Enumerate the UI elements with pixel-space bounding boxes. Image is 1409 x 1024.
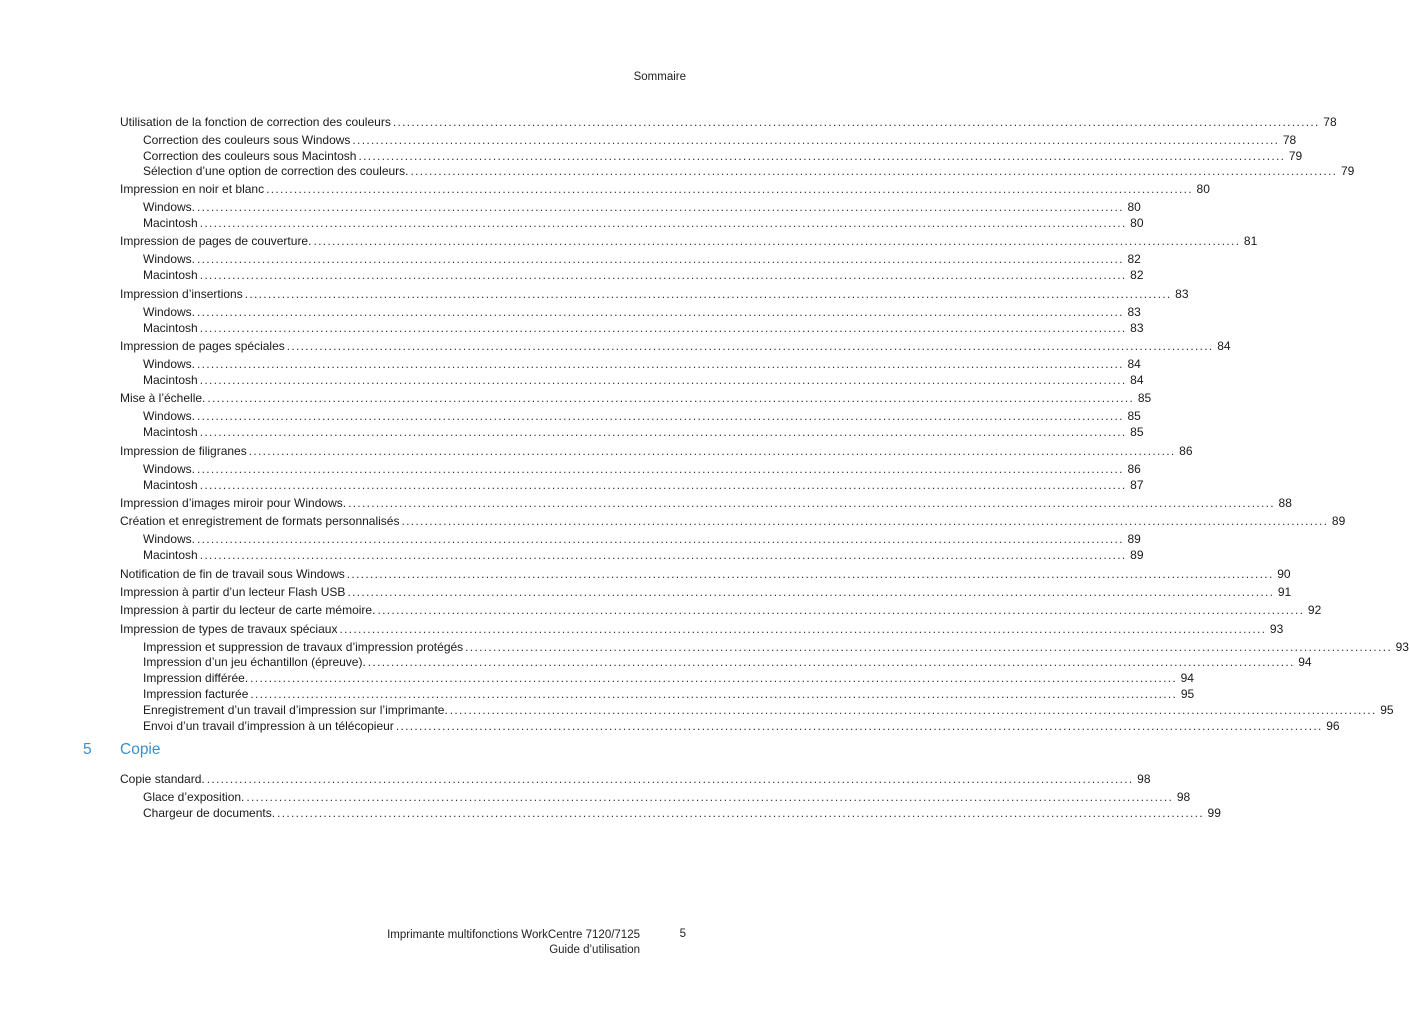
footer-product-name: Imprimante multifonctions WorkCentre 7120/7125 — [387, 929, 640, 941]
toc-entry-page: 80 — [1127, 200, 1141, 214]
toc-entry-label: Correction des couleurs sous Windows — [143, 133, 351, 147]
toc-entry-page: 96 — [1326, 719, 1340, 733]
toc-entry[interactable] — [0, 686, 1195, 702]
toc-entry-label: Windows. — [143, 462, 196, 476]
leader-dots: ........................................................................................................................................................................................................ — [248, 444, 1176, 458]
chapter-title: Copie — [120, 741, 161, 758]
toc-entry[interactable] — [0, 718, 1340, 734]
toc-entry-page: 91 — [1277, 585, 1292, 599]
toc-entry-label: Windows. — [143, 532, 196, 546]
leader-dots: ........................................................................................................................................................................................................ — [358, 149, 1286, 163]
toc-entry-label: Macintosh — [143, 321, 198, 335]
leader-dots: ........................................................................................................................................................................................................ — [449, 703, 1377, 717]
toc-entry-label: Macintosh — [143, 268, 198, 282]
toc-entry[interactable] — [0, 639, 1409, 655]
toc-entry-label: Impression en noir et blanc — [120, 182, 265, 196]
toc-entry-page: 94 — [1180, 671, 1194, 685]
toc-entry[interactable] — [0, 654, 1312, 670]
leader-dots: ........................................................................................................................................................................................................ — [207, 391, 1135, 405]
leader-dots: ........................................................................................................................................................................................................ — [197, 305, 1124, 319]
toc-entry[interactable] — [0, 621, 1284, 637]
toc-entry[interactable] — [0, 286, 1189, 302]
toc-entry-page: 92 — [1307, 603, 1322, 617]
footer-guide-title: Guide d’utilisation — [549, 944, 640, 956]
chapter-heading[interactable] — [0, 741, 768, 765]
leader-dots: ........................................................................................................................................................................................................ — [197, 357, 1124, 371]
toc-entry-page: 82 — [1130, 268, 1144, 282]
leader-dots: ........................................................................................................................................................................................................ — [286, 339, 1214, 353]
toc-entry-label: Macintosh — [143, 425, 198, 439]
leader-dots: ........................................................................................................................................................................................................ — [401, 514, 1329, 528]
leader-dots: ........................................................................................................................................................................................................ — [377, 603, 1305, 617]
toc-entry-label: Impression à partir du lecteur de carte mémoire. — [120, 603, 376, 617]
leader-dots: ........................................................................................................................................................................................................ — [250, 671, 1177, 685]
leader-dots: ........................................................................................................................................................................................................ — [199, 268, 1127, 282]
toc-entry-page: 79 — [1340, 164, 1355, 178]
leader-dots: ........................................................................................................................................................................................................ — [339, 622, 1267, 636]
toc-entry-page: 80 — [1130, 216, 1144, 230]
toc-entry[interactable] — [0, 584, 1292, 600]
toc-entry-page: 87 — [1130, 478, 1144, 492]
toc-entry-page: 88 — [1278, 496, 1292, 510]
footer-product-info — [387, 928, 640, 958]
toc-entry[interactable] — [0, 805, 1221, 821]
leader-dots: ........................................................................................................................................................................................................ — [395, 719, 1323, 733]
toc-entry-label: Impression de filigranes — [120, 444, 247, 458]
toc-entry-label: Impression et suppression de travaux d’impression protégés — [143, 640, 464, 654]
toc-entry-page: 95 — [1180, 687, 1195, 701]
toc-entry-label: Macintosh — [143, 373, 198, 387]
toc-entry-label: Impression de pages de couverture. — [120, 234, 312, 248]
toc-entry-page: 86 — [1179, 444, 1193, 458]
running-header-title: Sommaire — [633, 71, 686, 83]
toc-entry-page: 78 — [1323, 115, 1337, 129]
leader-dots: ........................................................................................................................................................................................................ — [250, 687, 1178, 701]
toc-entry[interactable] — [0, 163, 1355, 179]
leader-dots: ........................................................................................................................................................................................................ — [348, 496, 1275, 510]
leader-dots: ........................................................................................................................................................................................................ — [197, 409, 1124, 423]
toc-entry-label: Windows. — [143, 409, 196, 423]
toc-entry[interactable] — [0, 531, 1141, 547]
toc-entry[interactable] — [0, 304, 1141, 320]
toc-entry-label: Copie standard. — [120, 772, 205, 786]
toc-entry[interactable] — [0, 566, 1291, 582]
toc-entry-label: Notification de fin de travail sous Windows — [120, 567, 345, 581]
toc-entry-page: 95 — [1380, 703, 1394, 717]
toc-entry-page: 79 — [1288, 149, 1303, 163]
leader-dots: ........................................................................................................................................................................................................ — [465, 640, 1392, 654]
toc-entry-label: Windows. — [143, 305, 196, 319]
toc-entry[interactable] — [0, 372, 1144, 388]
leader-dots: ........................................................................................................................................................................................................ — [277, 806, 1204, 820]
toc-entry-page: 84 — [1127, 357, 1141, 371]
leader-dots: ........................................................................................................................................................................................................ — [197, 200, 1124, 214]
toc-entry-label: Glace d’exposition. — [143, 790, 245, 804]
leader-dots: ........................................................................................................................................................................................................ — [392, 115, 1320, 129]
leader-dots: ........................................................................................................................................................................................................ — [410, 164, 1338, 178]
toc-entry-label: Mise à l’échelle. — [120, 391, 206, 405]
toc-entry-page: 80 — [1196, 182, 1210, 196]
toc-entry-page: 89 — [1130, 548, 1144, 562]
toc-entry[interactable] — [0, 356, 1141, 372]
leader-dots: ........................................................................................................................................................................................................ — [197, 252, 1124, 266]
toc-entry-label: Macintosh — [143, 478, 198, 492]
toc-entry-page: 93 — [1395, 640, 1409, 654]
leader-dots: ........................................................................................................................................................................................................ — [199, 321, 1127, 335]
toc-entry-label: Chargeur de documents. — [143, 806, 276, 820]
toc-entry[interactable] — [0, 320, 1144, 336]
toc-entry[interactable] — [0, 114, 1337, 130]
toc-entry-page: 98 — [1137, 772, 1151, 786]
toc-entry-label: Sélection d’une option de correction des couleurs. — [143, 164, 409, 178]
toc-entry-page: 99 — [1207, 806, 1221, 820]
toc-entry[interactable] — [0, 181, 1210, 197]
toc-entry-page: 84 — [1130, 373, 1144, 387]
toc-entry[interactable] — [0, 424, 1144, 440]
toc-entry-label: Impression de pages spéciales — [120, 339, 285, 353]
toc-entry-label: Impression facturée — [143, 687, 249, 701]
toc-entry-page: 98 — [1176, 790, 1191, 804]
toc-entry-label: Impression de types de travaux spéciaux — [120, 622, 338, 636]
toc-entry-page: 93 — [1269, 622, 1284, 636]
toc-entry-page: 89 — [1331, 514, 1346, 528]
toc-entry-label: Macintosh — [143, 216, 198, 230]
toc-entry[interactable] — [0, 702, 1394, 718]
toc-entry[interactable] — [0, 267, 1144, 283]
toc-entry-page: 81 — [1243, 234, 1258, 248]
toc-entry[interactable] — [0, 132, 1297, 148]
toc-entry[interactable] — [0, 495, 1292, 511]
leader-dots: ........................................................................................................................................................................................................ — [367, 655, 1295, 669]
toc-entry[interactable] — [0, 251, 1141, 267]
toc-entry-page: 83 — [1175, 287, 1189, 301]
toc-entry[interactable] — [0, 199, 1141, 215]
toc-entry-page: 85 — [1137, 391, 1152, 405]
toc-entry-label: Envoi d’un travail d’impression à un télécopieur — [143, 719, 394, 733]
leader-dots: ........................................................................................................................................................................................................ — [313, 234, 1241, 248]
leader-dots: ........................................................................................................................................................................................................ — [347, 585, 1275, 599]
toc-entry[interactable] — [0, 338, 1231, 354]
toc-entry-label: Windows. — [143, 252, 196, 266]
toc-entry[interactable] — [0, 461, 1141, 477]
toc-entry[interactable] — [0, 547, 1144, 563]
toc-entry-page: 82 — [1127, 252, 1141, 266]
toc-entry[interactable] — [0, 670, 1194, 686]
toc-entry[interactable] — [0, 513, 1346, 529]
toc-entry-page: 78 — [1282, 133, 1297, 147]
toc-entry-label: Impression d’images miroir pour Windows. — [120, 496, 347, 510]
leader-dots: ........................................................................................................................................................................................................ — [199, 216, 1127, 230]
leader-dots: ........................................................................................................................................................................................................ — [197, 462, 1124, 476]
toc-entry[interactable] — [0, 602, 1322, 618]
toc-entry-label: Impression d’insertions — [120, 287, 243, 301]
toc-entry-label: Impression à partir d’un lecteur Flash USB — [120, 585, 346, 599]
leader-dots: ........................................................................................................................................................................................................ — [266, 182, 1193, 196]
toc-entry-label: Impression d’un jeu échantillon (épreuve). — [143, 655, 366, 669]
toc-entry[interactable] — [0, 148, 1303, 164]
chapter-number: 5 — [83, 741, 92, 758]
toc-entry-label: Impression différée. — [143, 671, 249, 685]
toc-entry-label: Windows. — [143, 357, 196, 371]
toc-entry-page: 83 — [1130, 321, 1144, 335]
toc-entry-page: 83 — [1127, 305, 1141, 319]
leader-dots: ........................................................................................................................................................................................................ — [346, 567, 1274, 581]
toc-entry-page: 85 — [1127, 409, 1141, 423]
toc-entry[interactable] — [0, 390, 1152, 406]
leader-dots: ........................................................................................................................................................................................................ — [199, 373, 1127, 387]
toc-entry-page: 86 — [1127, 462, 1141, 476]
toc-entry-page: 85 — [1130, 425, 1144, 439]
toc-entry[interactable] — [0, 443, 1193, 459]
toc-entry-label: Macintosh — [143, 548, 198, 562]
leader-dots: ........................................................................................................................................................................................................ — [352, 133, 1280, 147]
toc-entry[interactable] — [0, 789, 1191, 805]
toc-entry-label: Windows. — [143, 200, 196, 214]
toc-entry[interactable] — [0, 233, 1258, 249]
leader-dots: ........................................................................................................................................................................................................ — [206, 772, 1134, 786]
toc-entry-page: 94 — [1298, 655, 1312, 669]
toc-entry-label: Utilisation de la fonction de correction des couleurs — [120, 115, 391, 129]
leader-dots: ........................................................................................................................................................................................................ — [244, 287, 1172, 301]
toc-entry[interactable] — [0, 215, 1144, 231]
leader-dots: ........................................................................................................................................................................................................ — [246, 790, 1174, 804]
toc-entry-label: Correction des couleurs sous Macintosh — [143, 149, 357, 163]
toc-entry[interactable] — [0, 408, 1141, 424]
toc-entry-page: 89 — [1127, 532, 1141, 546]
toc-entry-page: 84 — [1217, 339, 1231, 353]
toc-entry-label: Création et enregistrement de formats personnalisés — [120, 514, 400, 528]
leader-dots: ........................................................................................................................................................................................................ — [199, 548, 1127, 562]
leader-dots: ........................................................................................................................................................................................................ — [197, 532, 1124, 546]
toc-entry[interactable] — [0, 771, 1151, 787]
toc-entry-label: Enregistrement d’un travail d’impression sur l’imprimante. — [143, 703, 448, 717]
leader-dots: ........................................................................................................................................................................................................ — [199, 478, 1127, 492]
leader-dots: ........................................................................................................................................................................................................ — [199, 425, 1127, 439]
toc-entry-page: 90 — [1277, 567, 1291, 581]
toc-entry[interactable] — [0, 477, 1144, 493]
page-number: 5 — [679, 928, 686, 940]
